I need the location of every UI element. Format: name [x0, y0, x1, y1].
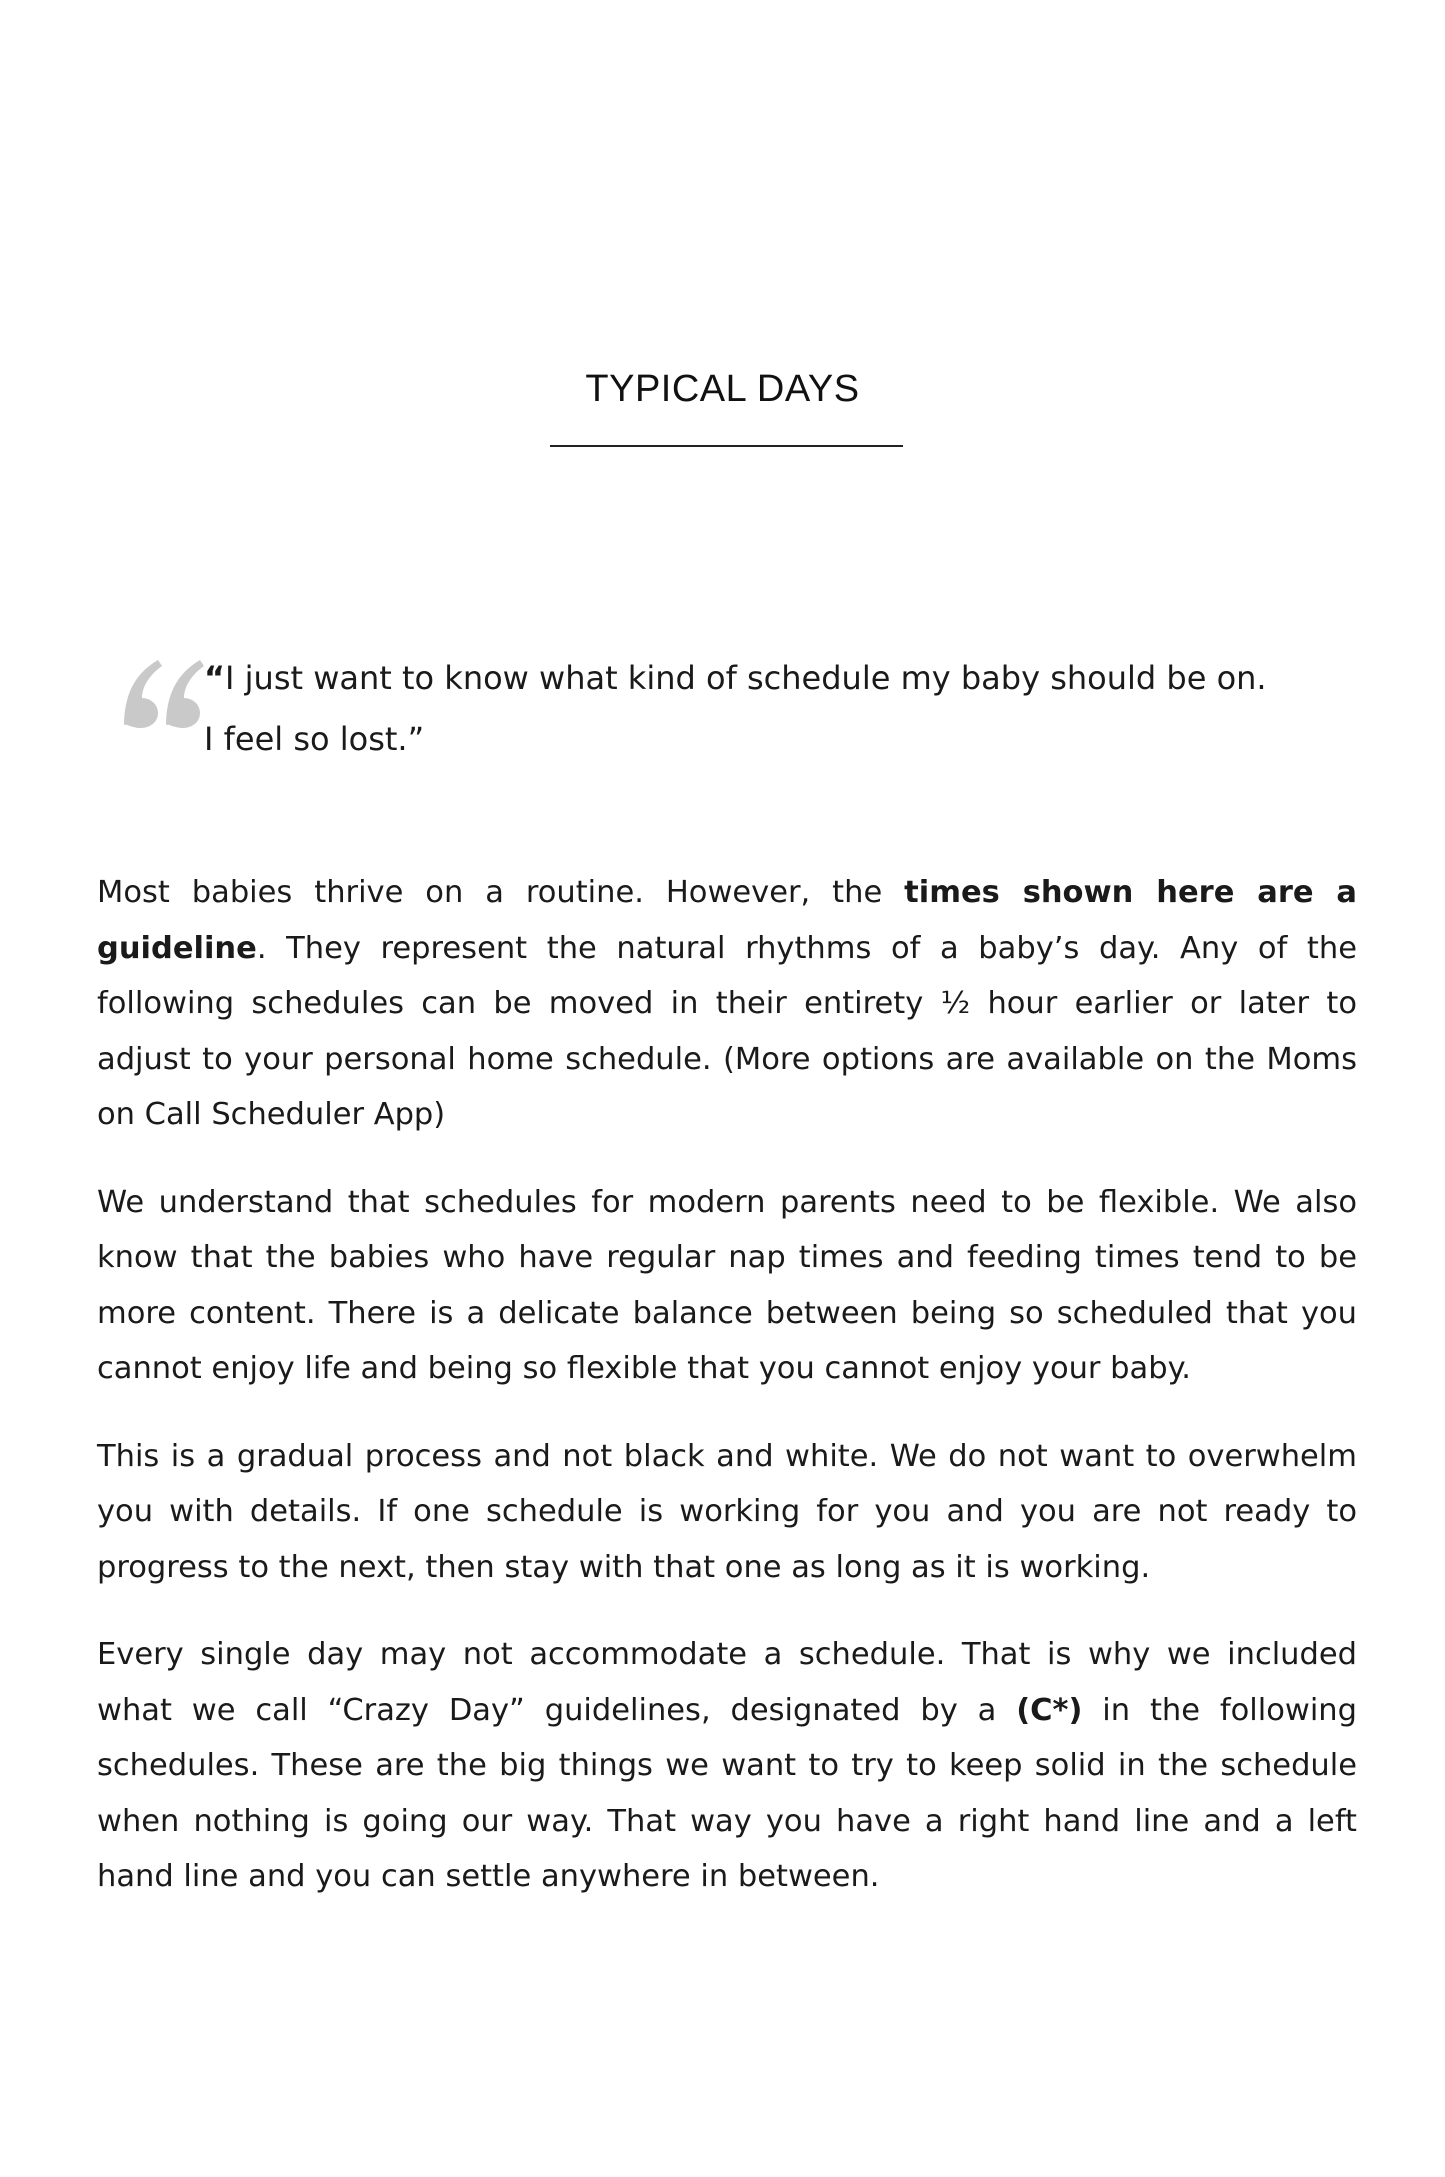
- quotation-mark-icon: [120, 656, 204, 728]
- quote-line-1: I just want to know what kind of schedule my baby should be on.: [225, 659, 1267, 697]
- quote-open-mark: “: [204, 659, 226, 697]
- quote-text: [204, 648, 1354, 770]
- paragraph-1-part-2: . They represent the natural rhythms of a baby’s day. Any of the following schedules can be moved in their entirety ½ hour earlier or later to adjust to your personal home schedule. (More options are available on the Moms on Call Scheduler App): [97, 930, 1357, 1132]
- paragraph-3: This is a gradual process and not black and white. We do not want to overwhelm you with details. If one schedule is working for you and you are not ready to progress to the next, then stay with that one as long as it is working.: [97, 1438, 1357, 1585]
- chapter-title: TYPICAL DAYS: [585, 368, 860, 410]
- paragraph-1-emphasis: times shown here are a guideline: [97, 875, 1358, 966]
- paragraph-4-part-1: Every single day may not accommodate a schedule. That is why we included what we call “Crazy Day” guidelines, designated by a: [97, 1637, 1357, 1728]
- quote-line-2: I feel so lost.”: [204, 720, 425, 758]
- paragraph-4-part-2: in the following schedules. These are the big things we want to try to keep solid in the schedule when nothing is going our way. That way you have a right hand line and a left hand line and you can settle anywhere in between.: [97, 1692, 1357, 1894]
- crazy-day-marker: (C*): [1016, 1692, 1083, 1728]
- paragraph-2: We understand that schedules for modern parents need to be flexible. We also know that the babies who have regular nap times and feeding times tend to be more content. There is a delicate balance between being so scheduled that you cannot enjoy life and being so flexible that you cannot enjoy your baby.: [97, 1184, 1357, 1386]
- paragraph-1: [97, 865, 1357, 1143]
- title-underline: [550, 445, 903, 447]
- body-text: [97, 865, 1357, 1937]
- paragraph-1-part-1: Most babies thrive on a routine. However, the: [97, 875, 905, 910]
- paragraph-4: [97, 1627, 1357, 1905]
